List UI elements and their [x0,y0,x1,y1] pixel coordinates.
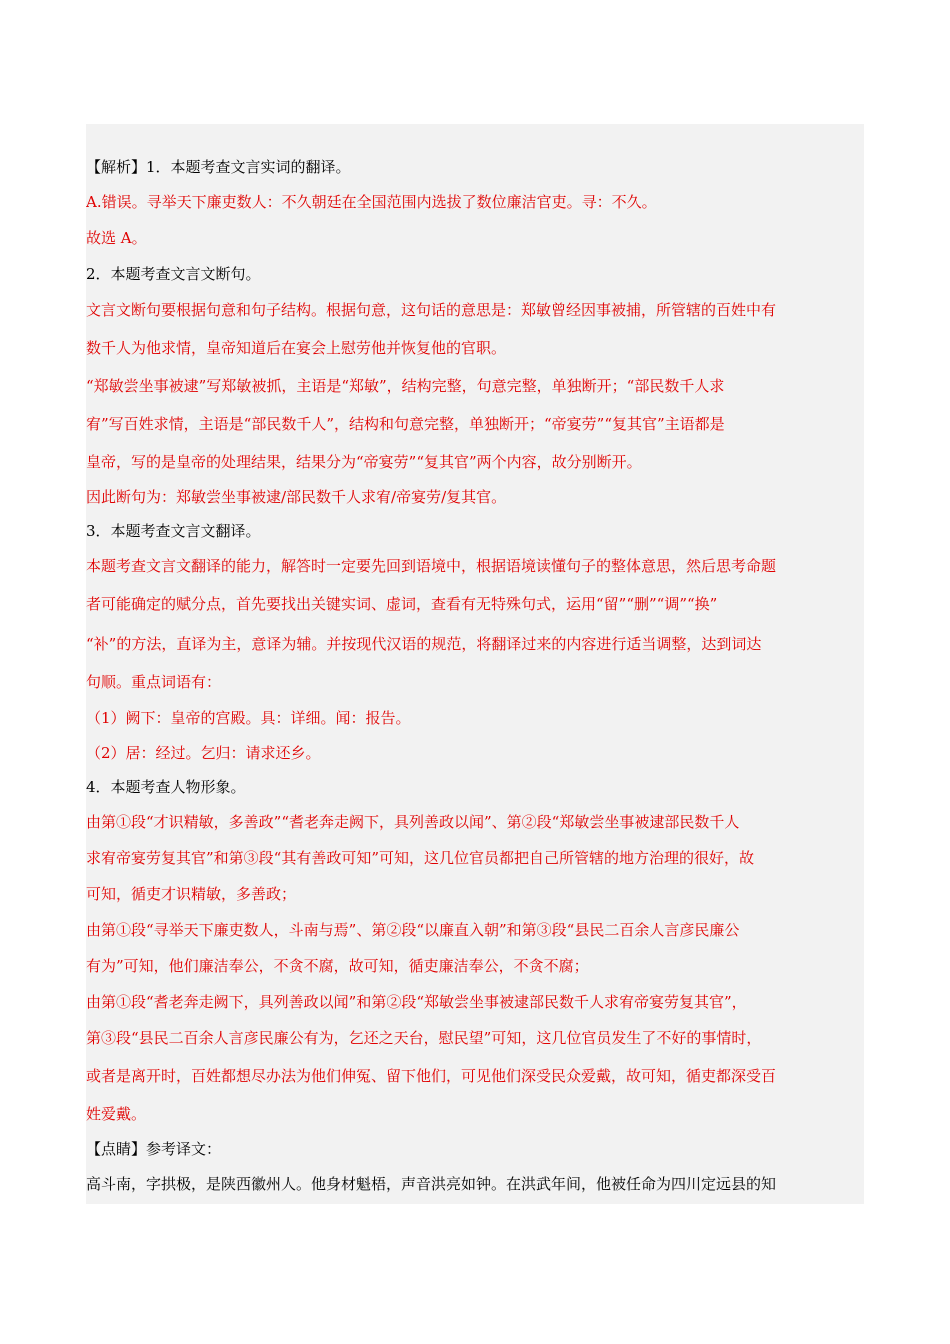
text-line [86,444,864,480]
text-line [86,700,864,736]
line-text: 第③段“县民二百余人言彦民廉公有为，乞还之天台，慰民望”可知，这几位官员发生了不好的事情时， [86,1029,762,1047]
line-text: 因此断句为：郑敏尝坐事被逮/部民数千人求宥/帝宴劳/复其官。 [86,488,507,506]
line-text: （1）阙下：皇帝的宫殿。具：详细。闻：报告。 [86,709,411,727]
line-text: 1．本题考查文言实词的翻译。 [146,158,351,176]
answer-analysis [86,150,864,1202]
text-line [86,1132,864,1166]
text-line [86,548,864,584]
text-line [86,664,864,700]
line-text: 宥”写百姓求情，主语是“部民数千人”，结构和句意完整，单独断开；“帝宴劳”“复其官”主语都是 [86,415,725,433]
line-text: 有为”可知，他们廉洁奉公，不贪不腐，故可知，循吏廉洁奉公，不贪不腐； [86,957,589,975]
line-text: 皇帝，写的是皇帝的处理结果，结果分为“帝宴劳”“复其官”两个内容，故分别断开。 [86,453,642,471]
line-text: 由第①段“寻举天下廉吏数人，斗南与焉”、第②段“以廉直入朝”和第③段“县民二百余人言彦民廉公 [86,921,740,939]
text-line [86,948,864,984]
text-line [86,984,864,1020]
text-line [86,480,864,514]
line-text: “补”的方法，直译为主，意译为辅。并按现代汉语的规范，将翻译过来的内容进行适当调整，达到词达 [86,635,762,653]
line-text: A.错误。寻举天下廉吏数人：不久朝廷在全国范围内选拔了数位廉洁官吏。寻：不久。 [86,193,657,211]
text-line [86,514,864,548]
line-text: 由第①段“才识精敏，多善政”“耆老奔走阙下，具列善政以闻”、第②段“郑敏尝坐事被逮部民数千人 [86,813,740,831]
line-text: 本题考查文言文翻译的能力，解答时一定要先回到语境中，根据语境读懂句子的整体意思，然后思考命题 [86,557,777,575]
line-text: 3．本题考查文言文翻译。 [86,522,261,540]
text-line [86,404,864,444]
line-text: 或者是离开时，百姓都想尽办法为他们伸冤、留下他们，可见他们深受民众爱戴，故可知，循吏都深受百 [86,1067,777,1085]
line-text: 者可能确定的赋分点，首先要找出关键实词、虚词，查看有无特殊句式，运用“留”“删”“调”“换” [86,595,718,613]
text-line [86,292,864,328]
text-line [86,1096,864,1132]
line-text: 故选 A。 [86,229,147,247]
text-line [86,1056,864,1096]
analysis-tag: 【解析】 [86,158,147,176]
line-text: 可知，循吏才识精敏，多善政； [86,885,297,903]
line-text: 求宥帝宴劳复其官”和第③段“其有善政可知”可知，这几位官员都把自己所管辖的地方治理的很好，故 [86,849,755,867]
text-line [86,804,864,840]
text-line [86,328,864,368]
line-text: 数千人为他求情，皇帝知道后在宴会上慰劳他并恢复他的官职。 [86,339,507,357]
text-line [86,184,864,220]
text-line [86,912,864,948]
text-line [86,840,864,876]
text-line [86,736,864,770]
line-text: 文言文断句要根据句意和句子结构。根据句意，这句话的意思是：郑敏曾经因事被捕，所管辖的百姓中有 [86,301,777,319]
line-text: 2．本题考查文言文断句。 [86,265,261,283]
line-text: 句顺。重点词语有： [86,673,222,691]
text-line [86,368,864,404]
text-line [86,220,864,256]
text-line [86,256,864,292]
line-text: “郑敏尝坐事被逮”写郑敏被抓，主语是“郑敏”，结构完整，句意完整，单独断开；“部民数千人求 [86,377,725,395]
text-line [86,770,864,804]
line-text: 4．本题考查人物形象。 [86,778,246,796]
line-text: （2）居：经过。乞归：请求还乡。 [86,744,321,762]
comment-tag: 【点睛】 [86,1140,147,1158]
line-text: 高斗南，字拱极，是陕西徽州人。他身材魁梧，声音洪亮如钟。在洪武年间，他被任命为四川定远县的知 [86,1175,777,1193]
text-line [86,1020,864,1056]
text-line [86,150,864,184]
text-line [86,584,864,624]
text-line [86,624,864,664]
text-line [86,1166,864,1202]
line-text: 姓爱戴。 [86,1105,147,1123]
text-line [86,876,864,912]
line-text: 由第①段“耆老奔走阙下，具列善政以闻”和第②段“郑敏尝坐事被逮部民数千人求宥帝宴劳复其官”， [86,993,747,1011]
line-text: 参考译文： [146,1140,222,1158]
